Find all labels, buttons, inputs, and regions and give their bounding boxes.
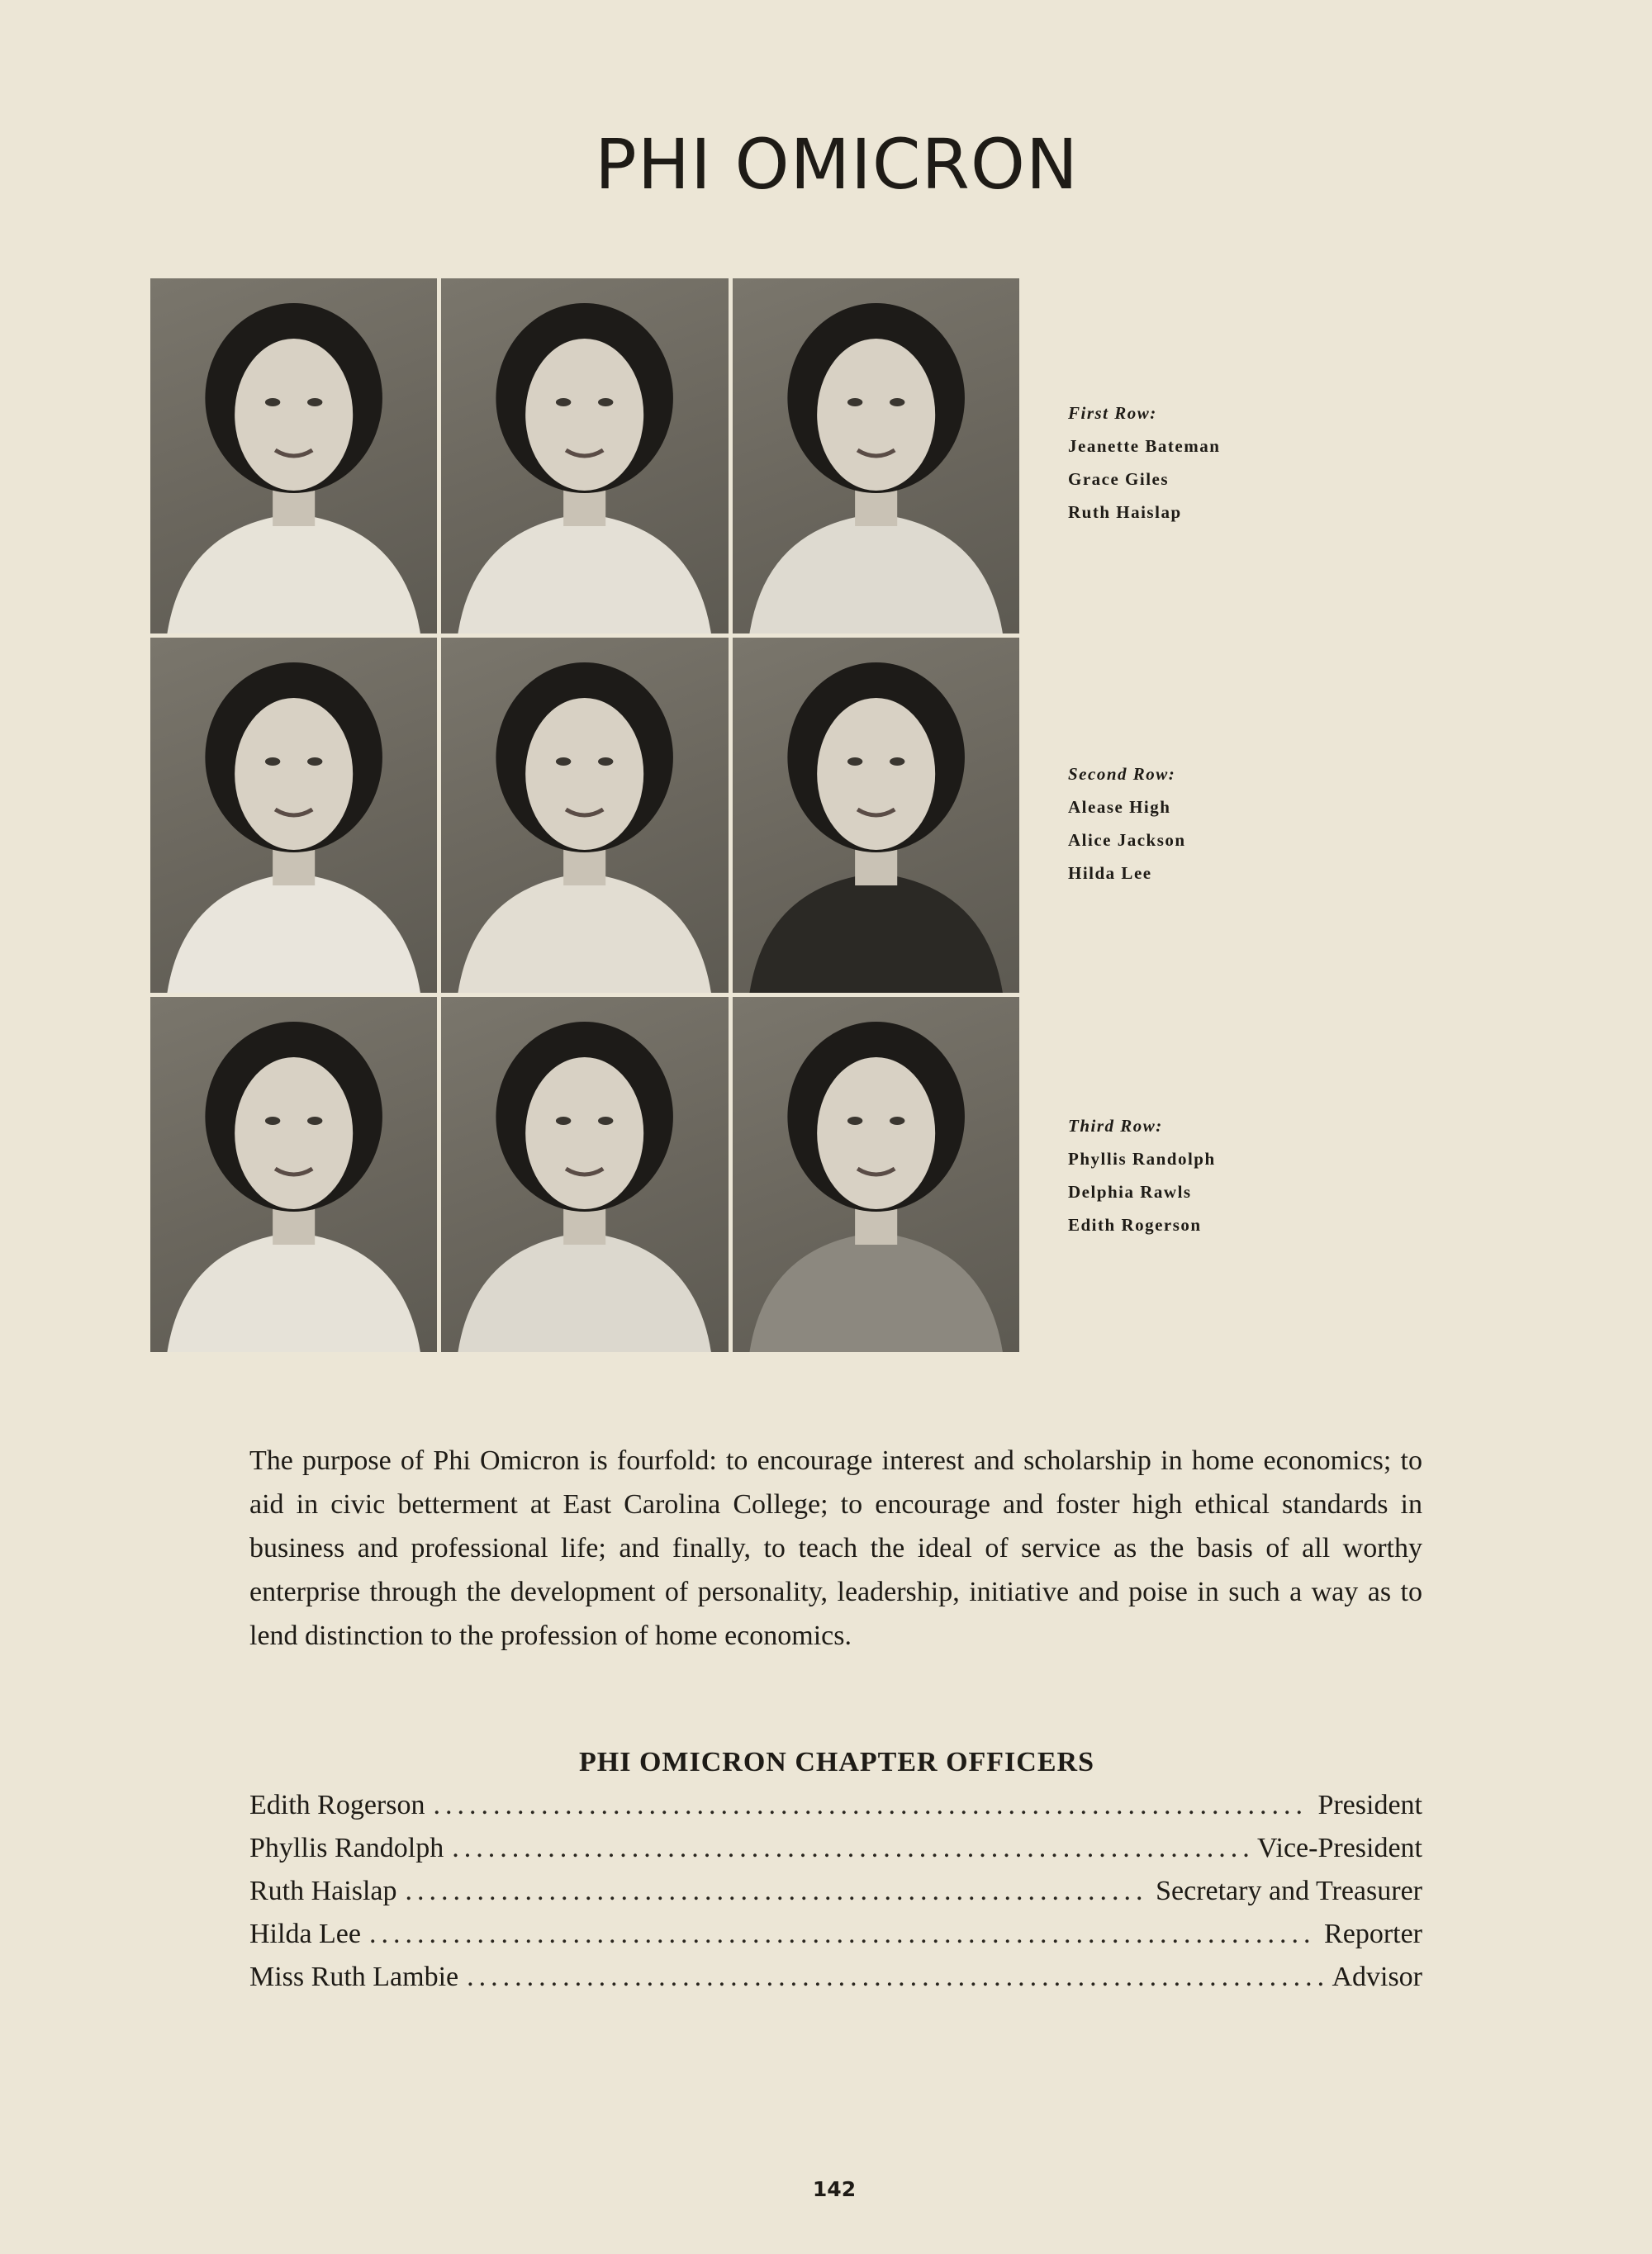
caption-header: Second Row: (1068, 764, 1176, 784)
third-row-caption (1068, 1109, 1216, 1241)
shoulders-shape (458, 514, 711, 633)
shoulders-shape (749, 1232, 1002, 1352)
portrait-silhouette (441, 997, 728, 1352)
portrait-photo (150, 638, 437, 993)
purpose-paragraph: The purpose of Phi Omicron is fourfold: to encourage interest and scholarship in home economics; to aid in civic betterment at East Carolina College; to encourage and foster high ethical standards in business and professional life; and finally, to teach the ideal of service as the basis of all worthy enterprise through the development of personality, leadership, initiative and poise in such a way as to lend distinction to the profession of home economics. (249, 1445, 1422, 1651)
eye-shape (307, 1117, 322, 1125)
first-row-caption (1068, 396, 1220, 529)
shoulders-shape (458, 1232, 711, 1352)
eye-shape (265, 757, 280, 766)
face-shape (235, 1057, 353, 1209)
caption-header: Third Row: (1068, 1116, 1163, 1136)
portrait-photo (733, 997, 1019, 1352)
eye-shape (890, 398, 904, 406)
caption-name: Alease High (1068, 797, 1171, 817)
face-shape (817, 1057, 935, 1209)
caption-name: Ruth Haislap (1068, 502, 1182, 522)
officer-role: Advisor (1332, 1962, 1422, 1992)
caption-name: Hilda Lee (1068, 863, 1152, 883)
shoulders-shape (167, 873, 420, 993)
dot-leader (467, 1962, 1323, 1993)
officer-name: Hilda Lee (249, 1919, 361, 1949)
face-shape (235, 339, 353, 491)
eye-shape (265, 1117, 280, 1125)
officer-name: Ruth Haislap (249, 1876, 397, 1906)
face-shape (525, 698, 643, 850)
officer-row (249, 1919, 1422, 1962)
portrait-photo (441, 638, 728, 993)
portrait-photo (150, 278, 437, 633)
shoulders-shape (167, 514, 420, 633)
officer-name: Edith Rogerson (249, 1790, 425, 1820)
face-shape (525, 1057, 643, 1209)
shoulders-shape (749, 514, 1002, 633)
face-shape (817, 339, 935, 491)
shoulders-shape (458, 873, 711, 993)
eye-shape (598, 1117, 613, 1125)
dot-leader (405, 1876, 1147, 1907)
officer-row (249, 1876, 1422, 1919)
officers-list (249, 1790, 1422, 2005)
eye-shape (307, 398, 322, 406)
portrait-silhouette (150, 638, 437, 993)
caption-name: Grace Giles (1068, 469, 1170, 489)
caption-header: First Row: (1068, 403, 1157, 423)
face-shape (817, 698, 935, 850)
officer-role: Vice-President (1257, 1833, 1422, 1863)
eye-shape (307, 757, 322, 766)
portrait-silhouette (441, 278, 728, 633)
eye-shape (890, 1117, 904, 1125)
page-number: 142 (812, 2177, 857, 2201)
officers-heading: PHI OMICRON CHAPTER OFFICERS (579, 1747, 1094, 1777)
portrait-photo (733, 278, 1019, 633)
caption-name: Jeanette Bateman (1068, 436, 1221, 456)
officer-row (249, 1790, 1422, 1833)
shoulders-shape (167, 1232, 420, 1352)
portrait-silhouette (733, 997, 1019, 1352)
portrait-silhouette (441, 638, 728, 993)
eye-shape (890, 757, 904, 766)
dot-leader (433, 1790, 1309, 1821)
dot-leader (369, 1919, 1316, 1950)
portrait-silhouette (150, 997, 437, 1352)
eye-shape (598, 398, 613, 406)
officer-row (249, 1962, 1422, 2005)
eye-shape (847, 1117, 862, 1125)
second-row-caption (1068, 757, 1186, 890)
officer-role: Secretary and Treasurer (1156, 1876, 1422, 1906)
face-shape (525, 339, 643, 491)
officer-name: Phyllis Randolph (249, 1833, 444, 1863)
eye-shape (847, 398, 862, 406)
portrait-silhouette (150, 278, 437, 633)
eye-shape (556, 398, 571, 406)
eye-shape (598, 757, 613, 766)
portrait-photo (441, 278, 728, 633)
shoulders-shape (749, 873, 1002, 993)
face-shape (235, 698, 353, 850)
portrait-photo (733, 638, 1019, 993)
dot-leader (452, 1833, 1249, 1864)
caption-name: Alice Jackson (1068, 830, 1186, 850)
caption-name: Edith Rogerson (1068, 1215, 1202, 1235)
portrait-silhouette (733, 278, 1019, 633)
officer-row (249, 1833, 1422, 1876)
page-title: PHI OMICRON (595, 124, 1079, 205)
officer-role: Reporter (1324, 1919, 1422, 1949)
eye-shape (847, 757, 862, 766)
portrait-photo (441, 997, 728, 1352)
eye-shape (556, 757, 571, 766)
portrait-grid (150, 278, 1019, 1352)
eye-shape (556, 1117, 571, 1125)
portrait-photo (150, 997, 437, 1352)
caption-name: Delphia Rawls (1068, 1182, 1192, 1202)
caption-name: Phyllis Randolph (1068, 1149, 1216, 1169)
officer-role: President (1317, 1790, 1422, 1820)
portrait-silhouette (733, 638, 1019, 993)
officer-name: Miss Ruth Lambie (249, 1962, 459, 1992)
eye-shape (265, 398, 280, 406)
